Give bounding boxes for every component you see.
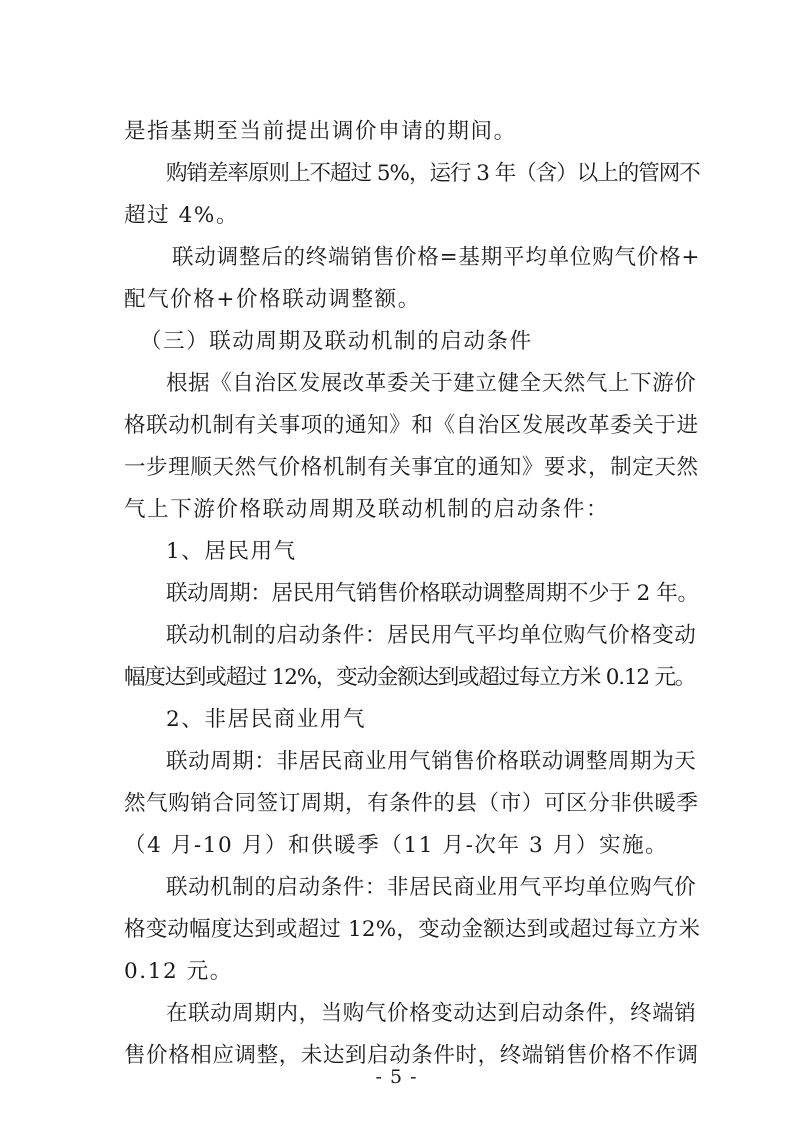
text-line: 在联动周期内，当购气价格变动达到启动条件，终端销 (166, 1001, 697, 1026)
text-line: 售价格相应调整，未达到启动条件时，终端销售价格不作调 (124, 1043, 699, 1068)
page-number: - 5 - (375, 1066, 418, 1088)
text-line: 0.12 元。 (124, 959, 233, 984)
text-line: 联动周期：居民用气销售价格联动调整周期不少于 2 年。 (166, 581, 699, 606)
text-line: 幅度达到或超过 12%，变动金额达到或超过每立方米 0.12 元。 (124, 665, 696, 690)
text-line: 是指基期至当前提出调价申请的期间。 (124, 119, 517, 144)
text-line: 购销差率原则上不超过 5%，运行 3 年（含）以上的管网不 (166, 161, 700, 186)
subsection-heading: 2、非居民商业用气 (166, 707, 367, 732)
text-line: 一步理顺天然气价格机制有关事宜的通知》要求，制定天然 (124, 455, 699, 480)
text-line: 超过 4%。 (124, 203, 240, 228)
text-line: 格变动幅度达到或超过 12%，变动金额达到或超过每立方米 (124, 917, 701, 942)
text-line: 联动机制的启动条件：居民用气平均单位购气价格变动 (166, 623, 697, 648)
text-line: （4 月-10 月）和供暖季（11 月-次年 3 月）实施。 (124, 833, 669, 858)
section-heading: （三）联动周期及联动机制的启动条件 (140, 329, 533, 354)
text-line: 根据《自治区发展改革委关于建立健全天然气上下游价 (166, 371, 697, 396)
text-line: 联动机制的启动条件：非居民商业用气平均单位购气价 (166, 875, 697, 900)
text-line: 格联动机制有关事项的通知》和《自治区发展改革委关于进 (124, 413, 699, 438)
text-line: 配气价格+价格联动调整额。 (124, 287, 421, 312)
text-line: 然气购销合同签订周期，有条件的县（市）可区分非供暖季 (124, 791, 699, 816)
text-line: 联动周期：非居民商业用气销售价格联动调整周期为天 (166, 749, 697, 774)
text-line: 联动调整后的终端销售价格=基期平均单位购气价格+ (172, 245, 701, 270)
text-line: 气上下游价格联动周期及联动机制的启动条件： (124, 497, 610, 522)
subsection-heading: 1、居民用气 (166, 539, 297, 564)
